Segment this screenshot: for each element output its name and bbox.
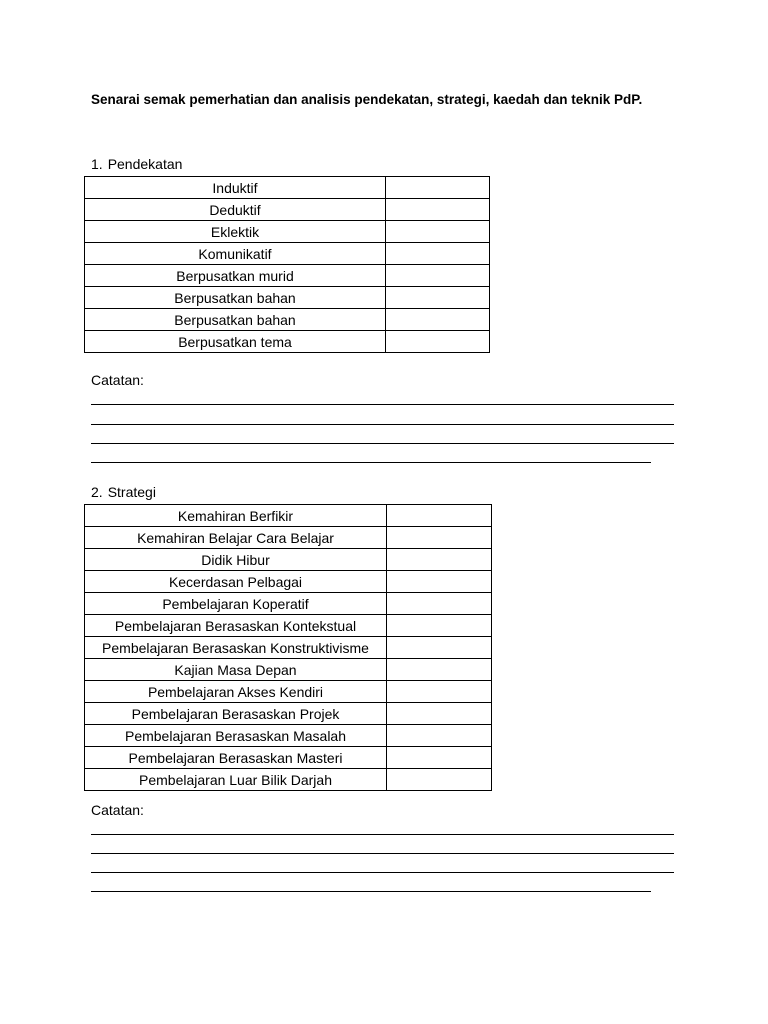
checklist-item-label: Komunikatif <box>85 243 386 265</box>
section-title: Pendekatan <box>107 156 183 172</box>
notes-line <box>91 443 674 444</box>
table-row <box>85 769 492 791</box>
table-row <box>85 681 492 703</box>
checklist-item-label: Kajian Masa Depan <box>85 659 387 681</box>
table-row <box>85 199 490 221</box>
section-number: 1. <box>91 156 103 172</box>
checklist-check-cell[interactable] <box>386 331 490 353</box>
strategi-checklist-table <box>84 504 492 791</box>
section-heading-pendekatan <box>91 156 182 172</box>
checklist-item-label: Deduktif <box>85 199 386 221</box>
checklist-item-label: Eklektik <box>85 221 386 243</box>
checklist-check-cell[interactable] <box>386 309 490 331</box>
checklist-check-cell[interactable] <box>386 287 490 309</box>
checklist-item-label: Pembelajaran Koperatif <box>85 593 387 615</box>
checklist-check-cell[interactable] <box>387 725 492 747</box>
checklist-item-label: Kemahiran Belajar Cara Belajar <box>85 527 387 549</box>
checklist-item-label: Berpusatkan bahan <box>85 309 386 331</box>
notes-line <box>91 424 674 425</box>
table-row <box>85 549 492 571</box>
checklist-item-label: Pembelajaran Berasaskan Kontekstual <box>85 615 387 637</box>
checklist-check-cell[interactable] <box>387 549 492 571</box>
notes-line <box>91 853 674 854</box>
checklist-check-cell[interactable] <box>386 265 490 287</box>
checklist-item-label: Kecerdasan Pelbagai <box>85 571 387 593</box>
notes-line <box>91 462 651 463</box>
pendekatan-checklist-table <box>84 176 490 353</box>
table-row <box>85 177 490 199</box>
table-row <box>85 637 492 659</box>
table-row <box>85 287 490 309</box>
checklist-item-label: Berpusatkan murid <box>85 265 386 287</box>
table-row <box>85 659 492 681</box>
checklist-item-label: Pembelajaran Berasaskan Masteri <box>85 747 387 769</box>
table-row <box>85 221 490 243</box>
checklist-item-label: Kemahiran Berfikir <box>85 505 387 527</box>
table-row <box>85 747 492 769</box>
table-row <box>85 571 492 593</box>
table-row <box>85 593 492 615</box>
notes-line <box>91 404 674 405</box>
checklist-item-label: Pembelajaran Luar Bilik Darjah <box>85 769 387 791</box>
checklist-check-cell[interactable] <box>387 703 492 725</box>
checklist-item-label: Didik Hibur <box>85 549 387 571</box>
checklist-check-cell[interactable] <box>387 593 492 615</box>
checklist-check-cell[interactable] <box>387 527 492 549</box>
checklist-check-cell[interactable] <box>386 221 490 243</box>
checklist-check-cell[interactable] <box>386 199 490 221</box>
table-row <box>85 309 490 331</box>
checklist-check-cell[interactable] <box>387 769 492 791</box>
checklist-item-label: Induktif <box>85 177 386 199</box>
section-heading-strategi <box>91 484 156 500</box>
table-row <box>85 527 492 549</box>
notes-label-strategi: Catatan: <box>91 802 144 818</box>
checklist-check-cell[interactable] <box>387 637 492 659</box>
section-number: 2. <box>91 484 103 500</box>
checklist-item-label: Pembelajaran Berasaskan Konstruktivisme <box>85 637 387 659</box>
checklist-check-cell[interactable] <box>387 571 492 593</box>
checklist-item-label: Berpusatkan bahan <box>85 287 386 309</box>
table-row <box>85 331 490 353</box>
table-row <box>85 265 490 287</box>
checklist-check-cell[interactable] <box>387 659 492 681</box>
notes-line <box>91 891 651 892</box>
checklist-item-label: Pembelajaran Berasaskan Masalah <box>85 725 387 747</box>
checklist-item-label: Berpusatkan tema <box>85 331 386 353</box>
notes-line <box>91 834 674 835</box>
table-row <box>85 703 492 725</box>
checklist-check-cell[interactable] <box>386 243 490 265</box>
checklist-check-cell[interactable] <box>387 747 492 769</box>
table-row <box>85 505 492 527</box>
checklist-check-cell[interactable] <box>386 177 490 199</box>
table-row <box>85 725 492 747</box>
checklist-item-label: Pembelajaran Akses Kendiri <box>85 681 387 703</box>
notes-label-pendekatan: Catatan: <box>91 372 144 388</box>
table-row <box>85 615 492 637</box>
checklist-check-cell[interactable] <box>387 505 492 527</box>
checklist-item-label: Pembelajaran Berasaskan Projek <box>85 703 387 725</box>
section-title: Strategi <box>107 484 156 500</box>
page-title: Senarai semak pemerhatian dan analisis pendekatan, strategi, kaedah dan teknik PdP. <box>91 92 643 107</box>
table-row <box>85 243 490 265</box>
checklist-check-cell[interactable] <box>387 681 492 703</box>
checklist-check-cell[interactable] <box>387 615 492 637</box>
notes-line <box>91 872 674 873</box>
